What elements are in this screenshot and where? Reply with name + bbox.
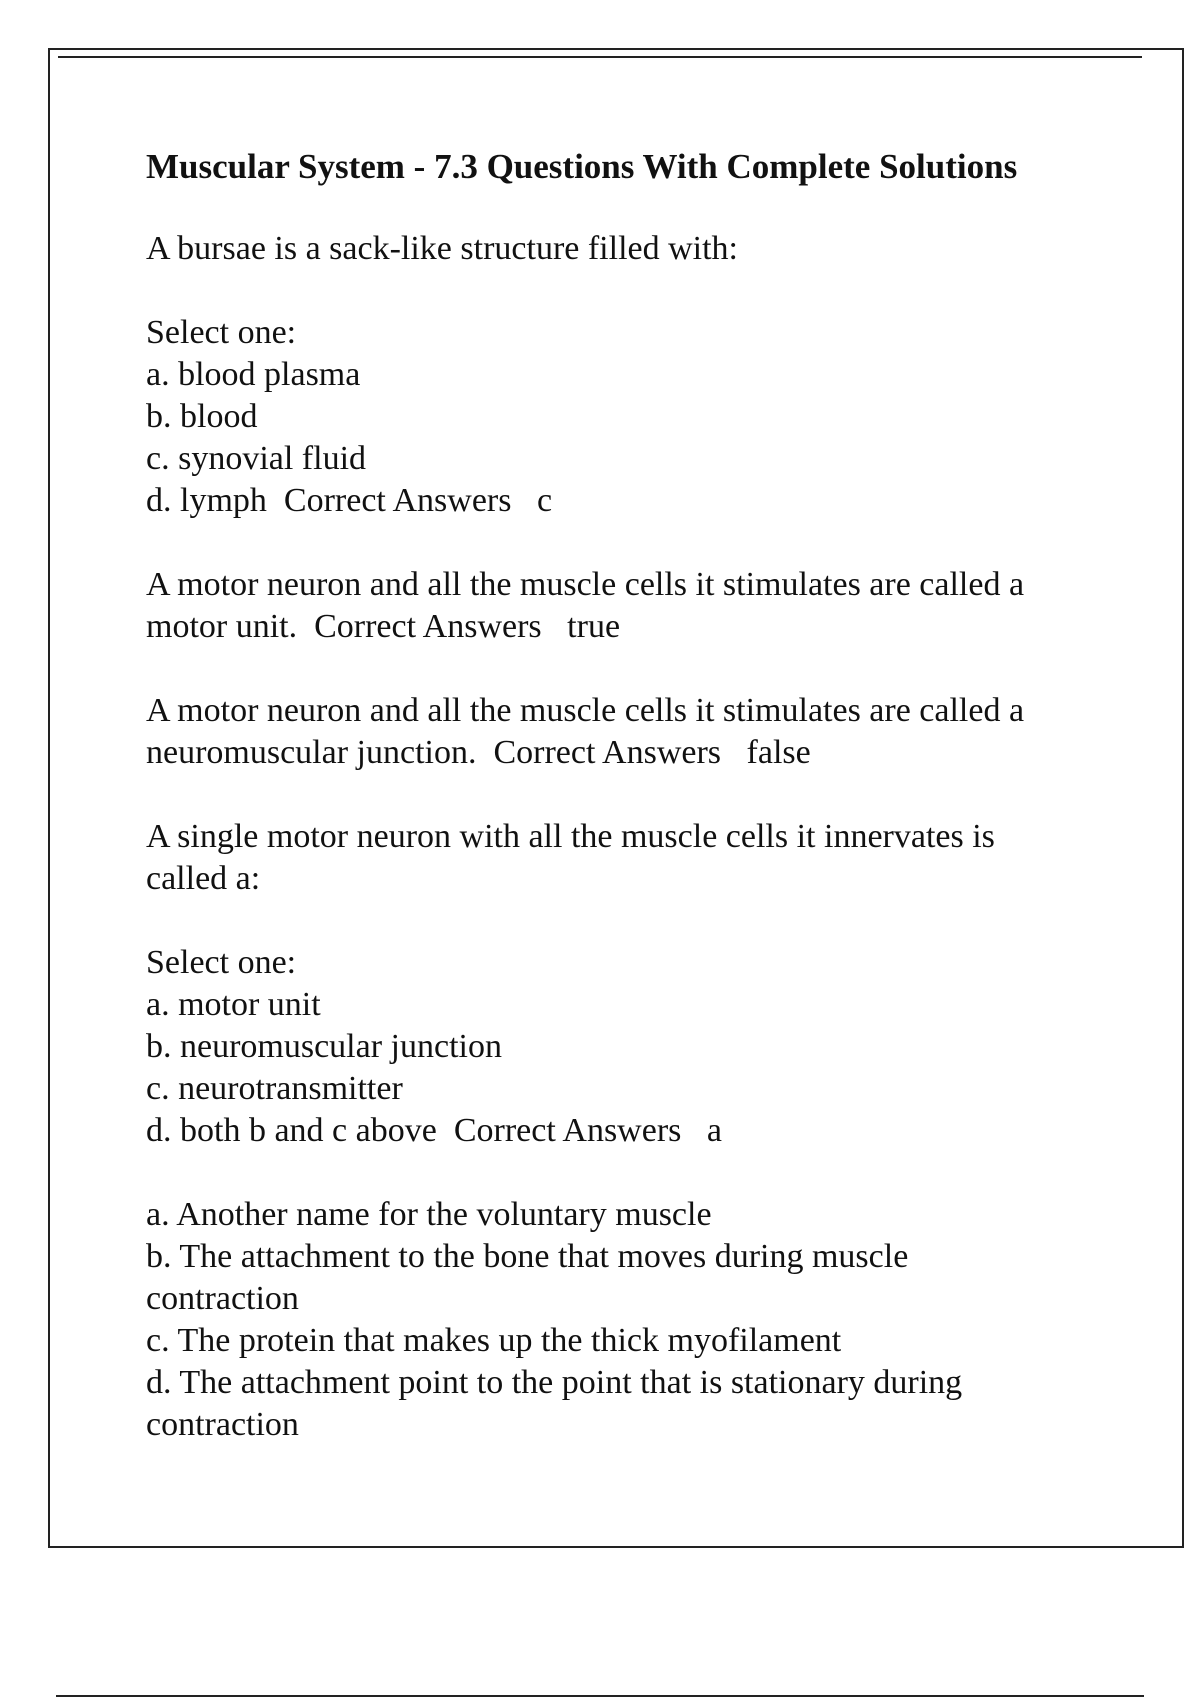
question-4-select-label: Select one: (146, 944, 297, 981)
question-3-answer-label: Correct Answers (493, 734, 722, 771)
top-rule (58, 56, 1142, 58)
question-1-select-label: Select one: (146, 314, 297, 351)
document-content (146, 146, 1146, 1488)
page-frame (48, 48, 1184, 1548)
question-5-line-4: c. The protein that makes up the thick myofilament (146, 1322, 842, 1359)
question-2-answer-label: Correct Answers (314, 608, 542, 645)
question-1-option-a: a. blood plasma (146, 356, 361, 393)
question-1-option-d: d. lymph (146, 482, 267, 519)
question-4 (146, 816, 1146, 1152)
question-1 (146, 228, 1146, 522)
question-1-option-c: c. synovial fluid (146, 440, 367, 477)
question-4-answer: a (706, 1112, 722, 1149)
question-4-option-d: d. both b and c above (146, 1112, 437, 1149)
question-2-prompt-line-2: motor unit. (146, 608, 298, 645)
question-4-option-b: b. neuromuscular junction (146, 1028, 502, 1065)
question-5-line-6: contraction (146, 1406, 299, 1443)
question-4-option-c: c. neurotransmitter (146, 1070, 403, 1107)
question-3-prompt-line-2: neuromuscular junction. (146, 734, 477, 771)
question-4-prompt-line-2: called a: (146, 860, 261, 897)
question-3 (146, 690, 1146, 774)
question-5 (146, 1194, 1146, 1446)
question-2-answer: true (567, 608, 621, 645)
question-4-answer-label: Correct Answers (453, 1112, 682, 1149)
question-2-prompt-line-1: A motor neuron and all the muscle cells it stimulates are called a (146, 566, 1025, 603)
question-3-answer: false (746, 734, 811, 771)
question-1-answer: c (536, 482, 553, 519)
question-4-option-a: a. motor unit (146, 986, 321, 1023)
question-1-answer-label: Correct Answers (283, 482, 512, 519)
question-5-line-3: contraction (146, 1280, 299, 1317)
question-1-option-b: b. blood (146, 398, 258, 435)
question-5-line-1: a. Another name for the voluntary muscle (146, 1196, 712, 1233)
bottom-rule (56, 1695, 1144, 1697)
question-2 (146, 564, 1146, 648)
document-title: Muscular System - 7.3 Questions With Complete Solutions (146, 147, 1018, 186)
question-3-prompt-line-1: A motor neuron and all the muscle cells it stimulates are called a (146, 692, 1025, 729)
question-5-line-2: b. The attachment to the bone that moves during muscle (146, 1238, 909, 1275)
question-1-prompt: A bursae is a sack-like structure filled with: (146, 230, 738, 267)
question-5-line-5: d. The attachment point to the point that is stationary during (146, 1364, 963, 1401)
question-4-prompt-line-1: A single motor neuron with all the muscle cells it innervates is (146, 818, 995, 855)
